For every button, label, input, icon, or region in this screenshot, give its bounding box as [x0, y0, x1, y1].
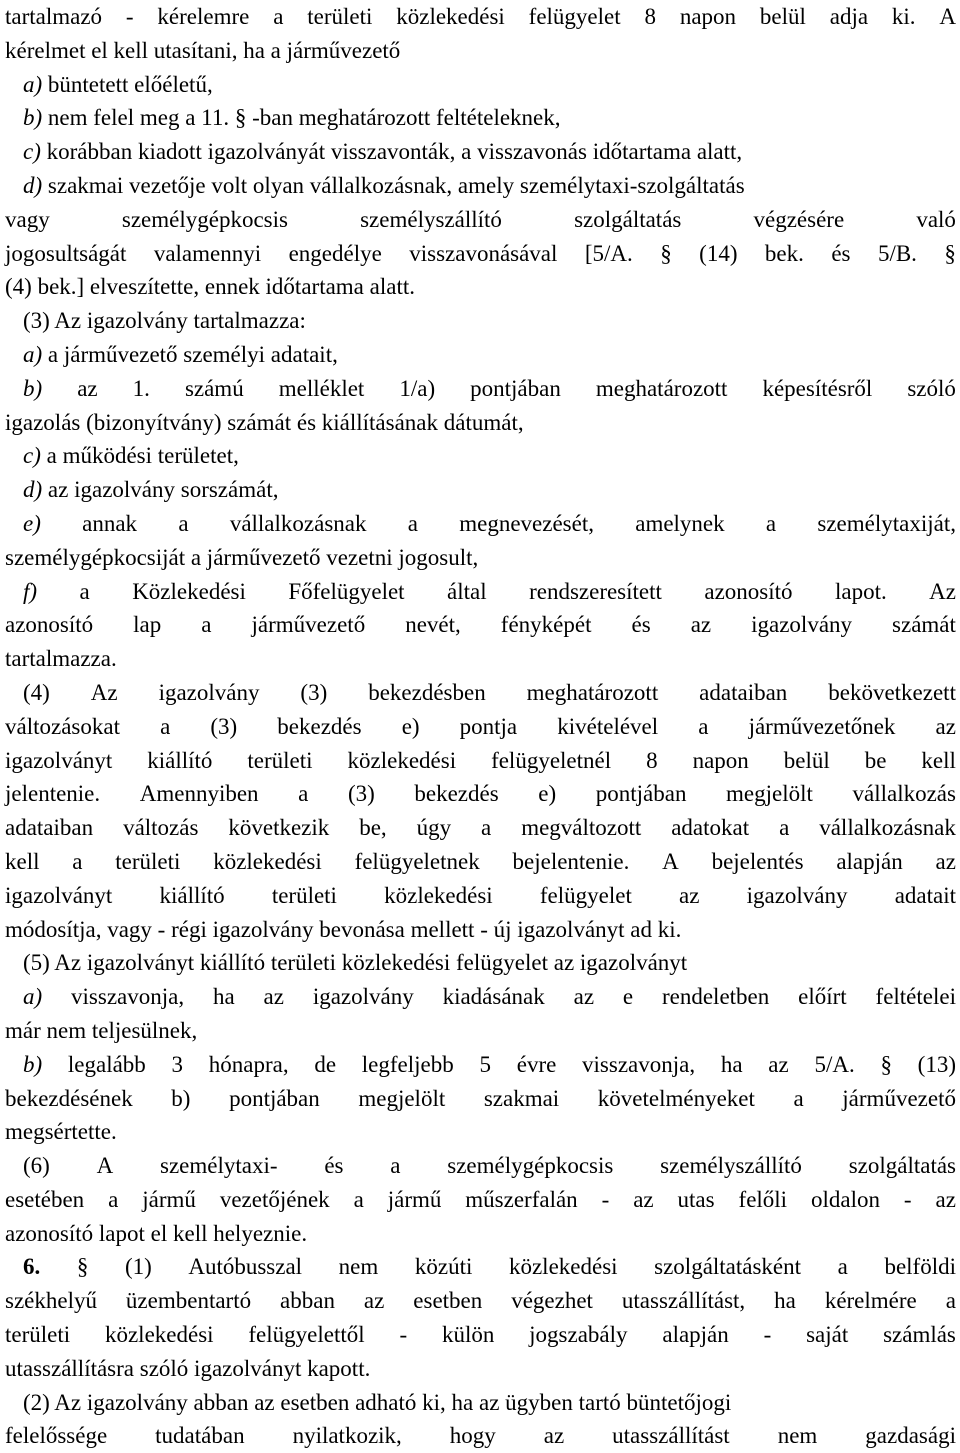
- word: feltételei: [875, 984, 956, 1010]
- word: abban: [280, 1288, 335, 1314]
- word: az: [363, 1288, 385, 1314]
- word: Közlekedési: [132, 578, 246, 604]
- word: (3): [347, 781, 375, 807]
- word: a: [407, 510, 418, 536]
- word: felügyelet: [539, 882, 632, 908]
- text-line: [5, 845, 956, 879]
- word: igazolványt: [5, 747, 113, 773]
- word: és: [324, 1153, 344, 1179]
- word: rendeletben: [661, 984, 770, 1010]
- word: az: [543, 1423, 565, 1449]
- word: megnevezését,: [459, 510, 594, 536]
- word: a: [298, 781, 309, 807]
- word: a: [201, 612, 212, 638]
- word: 5/B.: [877, 240, 917, 266]
- word: belül: [783, 747, 830, 773]
- word: végzésére: [753, 206, 845, 232]
- line-text: (3) Az igazolvány tartalmazza:: [23, 308, 306, 334]
- word: a: [390, 1153, 401, 1179]
- word: vagy: [5, 206, 50, 232]
- word: meghatározott: [595, 375, 728, 401]
- word: ha: [212, 984, 235, 1010]
- text-line: [5, 777, 956, 811]
- word: Autóbusszal: [188, 1254, 303, 1280]
- word: nem: [338, 1254, 379, 1280]
- text-line: [5, 1250, 956, 1284]
- word: való: [916, 206, 956, 232]
- text-line: [5, 1014, 956, 1048]
- word: alapján: [836, 848, 903, 874]
- word: visszavonja,: [582, 1051, 696, 1077]
- text-line: [5, 406, 956, 440]
- word: §: [944, 240, 956, 266]
- line-text: büntetett előéletű,: [42, 71, 213, 97]
- word: utas: [677, 1186, 715, 1212]
- word: közlekedési: [508, 1254, 618, 1280]
- word: megjelölt: [726, 781, 813, 807]
- line-text: igazolás (bizonyítvány) számát és kiállításának dátumát,: [5, 409, 524, 435]
- word: változásokat: [5, 713, 120, 739]
- text-line: [5, 203, 956, 237]
- line-text: a járművezető személyi adatait,: [42, 341, 338, 367]
- word: évre: [516, 1051, 557, 1077]
- word: kell: [5, 848, 40, 874]
- item-label: a): [23, 341, 43, 367]
- word: közlekedési: [213, 848, 322, 874]
- word: közlekedési: [396, 4, 505, 29]
- word: személygépkocsis: [447, 1153, 614, 1179]
- word: a: [837, 1254, 848, 1280]
- word: [5/A.: [584, 240, 633, 266]
- word: legalább: [67, 1051, 146, 1077]
- word: az: [679, 882, 700, 908]
- word: a: [72, 848, 83, 874]
- item-label: c): [23, 443, 41, 469]
- word: felügyeletnek: [354, 848, 480, 874]
- word: a: [779, 815, 790, 841]
- word: Főfelügyelet: [288, 578, 405, 604]
- word: pontja: [459, 713, 518, 739]
- word: 8: [646, 747, 658, 773]
- word: (1): [124, 1254, 152, 1280]
- item-label: d): [23, 477, 43, 503]
- text-line: [5, 642, 956, 676]
- word: a: [945, 1288, 956, 1314]
- word: annak: [82, 510, 138, 536]
- word: az: [935, 1186, 956, 1212]
- text-line: [5, 811, 956, 845]
- word: napon: [679, 4, 737, 29]
- word: a: [353, 1186, 364, 1212]
- word: be,: [359, 815, 387, 841]
- word: adja: [829, 4, 869, 29]
- word: úgy: [416, 815, 452, 841]
- word: műszerfalán: [465, 1186, 578, 1212]
- text-line: [5, 1217, 956, 1251]
- text-line: [5, 1284, 956, 1318]
- word: hónapra,: [208, 1051, 289, 1077]
- word: 5/A.: [814, 1051, 855, 1077]
- word: (3): [300, 679, 328, 705]
- word: engedélye: [288, 240, 382, 266]
- text-line: [5, 372, 956, 406]
- word: a: [79, 578, 90, 604]
- word: megjelölt: [358, 1085, 446, 1111]
- word: területi: [247, 747, 313, 773]
- line-text: már nem teljesülnek,: [5, 1017, 198, 1043]
- word: igazolvány: [312, 984, 414, 1010]
- text-line: [5, 1386, 956, 1420]
- word: járművezető: [842, 1085, 956, 1111]
- word: tudatában: [155, 1423, 245, 1449]
- text-line: [5, 913, 956, 947]
- word: és: [631, 612, 651, 638]
- item-label: 6.: [23, 1254, 41, 1280]
- word: az: [633, 1186, 654, 1212]
- word: üzembentartó: [125, 1288, 252, 1314]
- word: számát: [892, 612, 956, 638]
- word: esetében: [5, 1186, 85, 1212]
- word: bekezdés: [414, 781, 499, 807]
- word: pontjában: [229, 1085, 320, 1111]
- word: kiállító: [147, 747, 213, 773]
- text-line: [5, 1048, 956, 1082]
- text-line: [5, 338, 956, 372]
- word: visszavonja,: [71, 984, 185, 1010]
- word: igazolvány: [751, 612, 853, 638]
- word: változás: [123, 815, 199, 841]
- word: nevét,: [405, 612, 461, 638]
- word: 8: [644, 4, 656, 29]
- word: lapot.: [834, 578, 887, 604]
- word: kiadásának: [442, 984, 545, 1010]
- word: bek.: [764, 240, 804, 266]
- word: utasszállítást: [612, 1423, 730, 1449]
- word: A: [939, 4, 956, 29]
- word: a: [178, 510, 189, 536]
- word: felőli: [738, 1186, 788, 1212]
- word: az: [768, 1051, 789, 1077]
- item-label: c): [23, 139, 41, 165]
- word: nyilatkozik,: [292, 1423, 402, 1449]
- line-text: kérelmet el kell utasítani, ha a járművezető: [5, 37, 401, 63]
- word: (6): [23, 1153, 50, 1179]
- word: felelőssége: [5, 1423, 108, 1449]
- word: Az: [90, 679, 118, 705]
- text-line: [5, 439, 956, 473]
- line-text: korábban kiadott igazolványát visszavonták, a visszavonás időtartama alatt,: [40, 139, 743, 165]
- word: belül: [759, 4, 806, 29]
- line-text: (5) Az igazolványt kiállító területi közlekedési felügyelet az igazolványt: [23, 950, 688, 976]
- word: (3): [210, 713, 238, 739]
- word: a: [273, 4, 284, 29]
- word: személytaxiját,: [817, 510, 956, 536]
- word: azonosító: [704, 578, 793, 604]
- item-label: d): [23, 172, 43, 198]
- text-line: [5, 1082, 956, 1116]
- word: területi: [307, 4, 373, 29]
- word: ki.: [891, 4, 916, 29]
- word: A: [96, 1153, 114, 1179]
- word: által: [447, 578, 487, 604]
- word: jogosultságát: [5, 240, 127, 266]
- text-line: [5, 101, 956, 135]
- word: képesítésről: [762, 375, 873, 401]
- text-line: [5, 237, 956, 271]
- word: valamennyi: [153, 240, 262, 266]
- word: szóló: [907, 375, 956, 401]
- word: be: [864, 747, 887, 773]
- word: területi: [5, 1322, 71, 1348]
- text-line: [5, 608, 956, 642]
- text-line: [5, 68, 956, 102]
- word: kérelemre: [157, 4, 250, 29]
- word: b): [171, 1085, 191, 1111]
- word: -: [125, 4, 134, 29]
- item-label: b): [23, 1051, 43, 1077]
- word: tartalmazó: [5, 4, 103, 29]
- word: §: [880, 1051, 892, 1077]
- word: belföldi: [884, 1254, 956, 1280]
- line-text: utasszállításra szóló igazolványt kapott.: [5, 1355, 371, 1381]
- word: ha: [720, 1051, 743, 1077]
- word: pontjában: [595, 781, 687, 807]
- word: jármű: [142, 1186, 196, 1212]
- word: alapján: [662, 1322, 729, 1348]
- word: vezetőjének: [219, 1186, 330, 1212]
- word: közlekedési: [104, 1322, 214, 1348]
- text-line: [5, 710, 956, 744]
- word: közlekedési: [347, 747, 457, 773]
- line-text: nem felel meg a 11. § -ban meghatározott feltételeknek,: [42, 105, 561, 131]
- word: személyszállító: [360, 206, 502, 232]
- word: meghatározott: [526, 679, 659, 705]
- word: szolgáltatásként: [654, 1254, 802, 1280]
- word: adataiban: [5, 815, 94, 841]
- word: adataiban: [699, 679, 788, 705]
- word: nem: [777, 1423, 818, 1449]
- word: -: [601, 1186, 610, 1212]
- word: bejelentés: [711, 848, 804, 874]
- word: kérelmére: [824, 1288, 917, 1314]
- word: személyszállító: [660, 1153, 802, 1179]
- text-line: [5, 1115, 956, 1149]
- item-label: a): [23, 71, 43, 97]
- word: rendszeresített: [529, 578, 662, 604]
- word: (13): [917, 1051, 956, 1077]
- word: amelynek: [635, 510, 725, 536]
- word: számú: [184, 375, 244, 401]
- item-label: b): [23, 105, 43, 131]
- word: adatokat: [671, 815, 750, 841]
- word: 1/a): [399, 375, 436, 401]
- word: bekezdés: [277, 713, 362, 739]
- word: az: [935, 713, 956, 739]
- word: bekezdésben: [368, 679, 486, 705]
- word: bekezdésének: [5, 1085, 133, 1111]
- word: igazolvány: [746, 882, 848, 908]
- text-line: [5, 676, 956, 710]
- item-label: b): [23, 375, 43, 401]
- word: az: [690, 612, 712, 638]
- word: vállalkozásnak: [229, 510, 367, 536]
- word: azonosító: [5, 612, 94, 638]
- line-text: azonosító lapot el kell helyeznie.: [5, 1220, 308, 1246]
- word: követelményeket: [597, 1085, 755, 1111]
- word: a: [108, 1186, 119, 1212]
- word: számlás: [883, 1322, 956, 1348]
- word: oldalon: [811, 1186, 880, 1212]
- word: következik: [228, 815, 330, 841]
- word: területi: [271, 882, 337, 908]
- word: e): [401, 713, 420, 739]
- line-text: szakmai vezetője volt olyan vállalkozásnak, amely személytaxi-szolgáltatás: [42, 172, 745, 198]
- word: szolgáltatás: [574, 206, 682, 232]
- word: ha: [774, 1288, 796, 1314]
- word: az: [573, 984, 595, 1010]
- text-line: [5, 1352, 956, 1386]
- word: a: [481, 815, 492, 841]
- word: 3: [171, 1051, 184, 1077]
- word: vállalkozásnak: [819, 815, 956, 841]
- word: az: [263, 984, 284, 1010]
- text-line: [5, 135, 956, 169]
- word: lap: [133, 612, 162, 638]
- text-line: [5, 879, 956, 913]
- text-line: [5, 507, 956, 541]
- text-line: [5, 1149, 956, 1183]
- word: személytaxi-: [160, 1153, 278, 1179]
- word: a: [765, 510, 777, 536]
- word: közlekedési: [384, 882, 493, 908]
- word: a: [793, 1085, 804, 1111]
- word: jármű: [387, 1186, 442, 1212]
- line-text: módosítja, vagy - régi igazolvány bevonása mellett - új igazolványt ad ki.: [5, 916, 682, 942]
- word: és: [831, 240, 851, 266]
- text-line: [5, 270, 956, 304]
- text-line: [5, 1419, 956, 1453]
- word: felügyeletnél: [491, 747, 612, 773]
- text-line: [5, 304, 956, 338]
- word: adatait: [894, 882, 956, 908]
- text-line: [5, 946, 956, 980]
- word: jogszabály: [529, 1322, 628, 1348]
- word: saját: [806, 1322, 849, 1348]
- word: -: [903, 1186, 912, 1212]
- text-line: [5, 980, 956, 1014]
- word: -: [763, 1322, 772, 1348]
- item-label: f): [23, 578, 38, 604]
- text-line: [5, 1318, 956, 1352]
- word: 5: [479, 1051, 491, 1077]
- word: e): [538, 781, 557, 807]
- word: pontjában: [470, 375, 561, 401]
- word: -: [399, 1322, 408, 1348]
- word: az: [77, 375, 98, 401]
- word: a: [160, 713, 171, 739]
- word: bekövetkezett: [828, 679, 956, 705]
- word: személygépkocsis: [121, 206, 288, 232]
- word: bejelentenie.: [512, 848, 630, 874]
- line-text: az igazolvány sorszámát,: [42, 477, 279, 503]
- word: területi: [115, 848, 181, 874]
- word: jelentenie.: [5, 781, 101, 807]
- text-line: [5, 575, 956, 609]
- word: fényképét: [500, 612, 592, 638]
- word: a: [698, 713, 709, 739]
- text-line: [5, 169, 956, 203]
- word: de: [314, 1051, 337, 1077]
- word: az: [935, 848, 956, 874]
- line-text: tartalmazza.: [5, 646, 117, 672]
- word: (4): [23, 679, 50, 705]
- line-text: személygépkocsiját a járművezető vezetni jogosult,: [5, 544, 479, 570]
- word: gazdasági: [865, 1423, 956, 1449]
- word: e: [622, 984, 634, 1010]
- word: igazolványt: [5, 882, 113, 908]
- word: külön: [441, 1322, 495, 1348]
- word: hogy: [449, 1423, 496, 1449]
- text-line: [5, 1183, 956, 1217]
- word: székhelyű: [5, 1288, 97, 1314]
- text-line: [5, 34, 956, 68]
- line-text: a működési területet,: [40, 443, 239, 469]
- word: vállalkozás: [852, 781, 956, 807]
- line-text: megsértette.: [5, 1119, 117, 1145]
- word: szakmai: [483, 1085, 560, 1111]
- word: melléklet: [278, 375, 365, 401]
- line-text: (4) bek.] elveszítette, ennek időtartama alatt.: [5, 274, 415, 300]
- word: kiállító: [159, 882, 225, 908]
- word: utasszállítást,: [621, 1288, 746, 1314]
- word: kivételével: [557, 713, 659, 739]
- text-line: [5, 541, 956, 575]
- text-line: [5, 0, 956, 34]
- word: 1.: [132, 375, 150, 401]
- word: §: [76, 1254, 89, 1280]
- word: előírt: [798, 984, 847, 1010]
- word: megváltozott: [521, 815, 642, 841]
- word: esetben: [413, 1288, 483, 1314]
- text-line: [5, 744, 956, 778]
- word: járművezetőnek: [748, 713, 896, 739]
- word: (14): [699, 240, 738, 266]
- text-line: [5, 473, 956, 507]
- word: A: [662, 848, 679, 874]
- word: felügyelettől: [248, 1322, 365, 1348]
- word: szolgáltatás: [848, 1153, 956, 1179]
- word: felügyelet: [528, 4, 621, 29]
- word: legfeljebb: [361, 1051, 454, 1077]
- word: igazolvány: [158, 679, 260, 705]
- word: §: [660, 240, 672, 266]
- word: Amennyiben: [139, 781, 259, 807]
- item-label: e): [23, 510, 41, 536]
- word: kell: [921, 747, 956, 773]
- word: Az: [929, 578, 956, 604]
- word: közúti: [414, 1254, 473, 1280]
- item-label: a): [23, 984, 43, 1010]
- line-text: (2) Az igazolvány abban az esetben adható ki, ha az ügyben tartó büntetőjogi: [23, 1389, 732, 1415]
- word: visszavonásával: [409, 240, 558, 266]
- word: járművezető: [251, 612, 366, 638]
- word: végezhet: [511, 1288, 593, 1314]
- word: napon: [692, 747, 749, 773]
